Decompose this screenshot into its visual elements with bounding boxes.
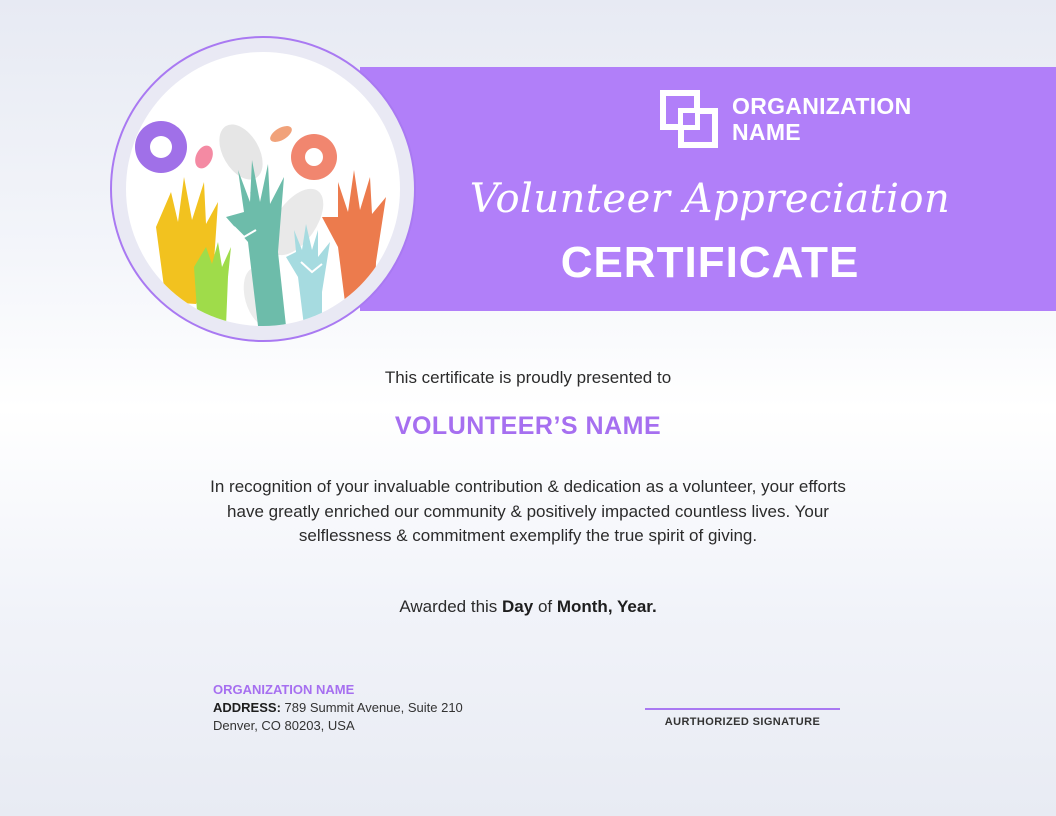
orange-flower-icon [291,134,337,180]
footer-organization-name: ORGANIZATION NAME [213,682,355,697]
awarded-of: of [533,597,557,616]
organization-name [732,93,952,145]
raised-hands-illustration-icon [126,52,400,326]
presented-text: This certificate is proudly presented to [384,368,672,387]
awarded-day: Day [502,597,534,616]
address-line-2: Denver, CO 80203, USA [213,718,355,733]
address-street: 789 Summit Avenue, Suite 210 [280,700,463,715]
certificate-title: CERTIFICATE [560,238,860,287]
recognition-paragraph: In recognition of your invaluable contribution & dedication as a volunteer, your efforts have greatly enriched our community & positively impacted countless lives. Your selflessness & commitment exemplify the true spirit of giving. [210,477,846,545]
certificate-subtitle: Volunteer Appreciation [469,176,951,222]
awarded-prefix: Awarded this [399,597,503,616]
organization-logo-icon [660,90,718,148]
organization-name-line2: NAME [732,119,801,145]
awarded-line [0,597,1056,617]
address-line-1 [213,700,463,715]
awarded-month-year: Month, Year. [556,597,657,616]
organization-header [660,90,952,148]
volunteer-name: VOLUNTEER’S NAME [394,412,662,440]
address-label: ADDRESS: [213,700,281,715]
signature-line [645,708,840,710]
emblem [126,52,400,326]
signature-label: AURTHORIZED SIGNATURE [664,716,821,728]
purple-flower-icon [135,121,187,173]
organization-name-line1: ORGANIZATION [732,93,912,119]
